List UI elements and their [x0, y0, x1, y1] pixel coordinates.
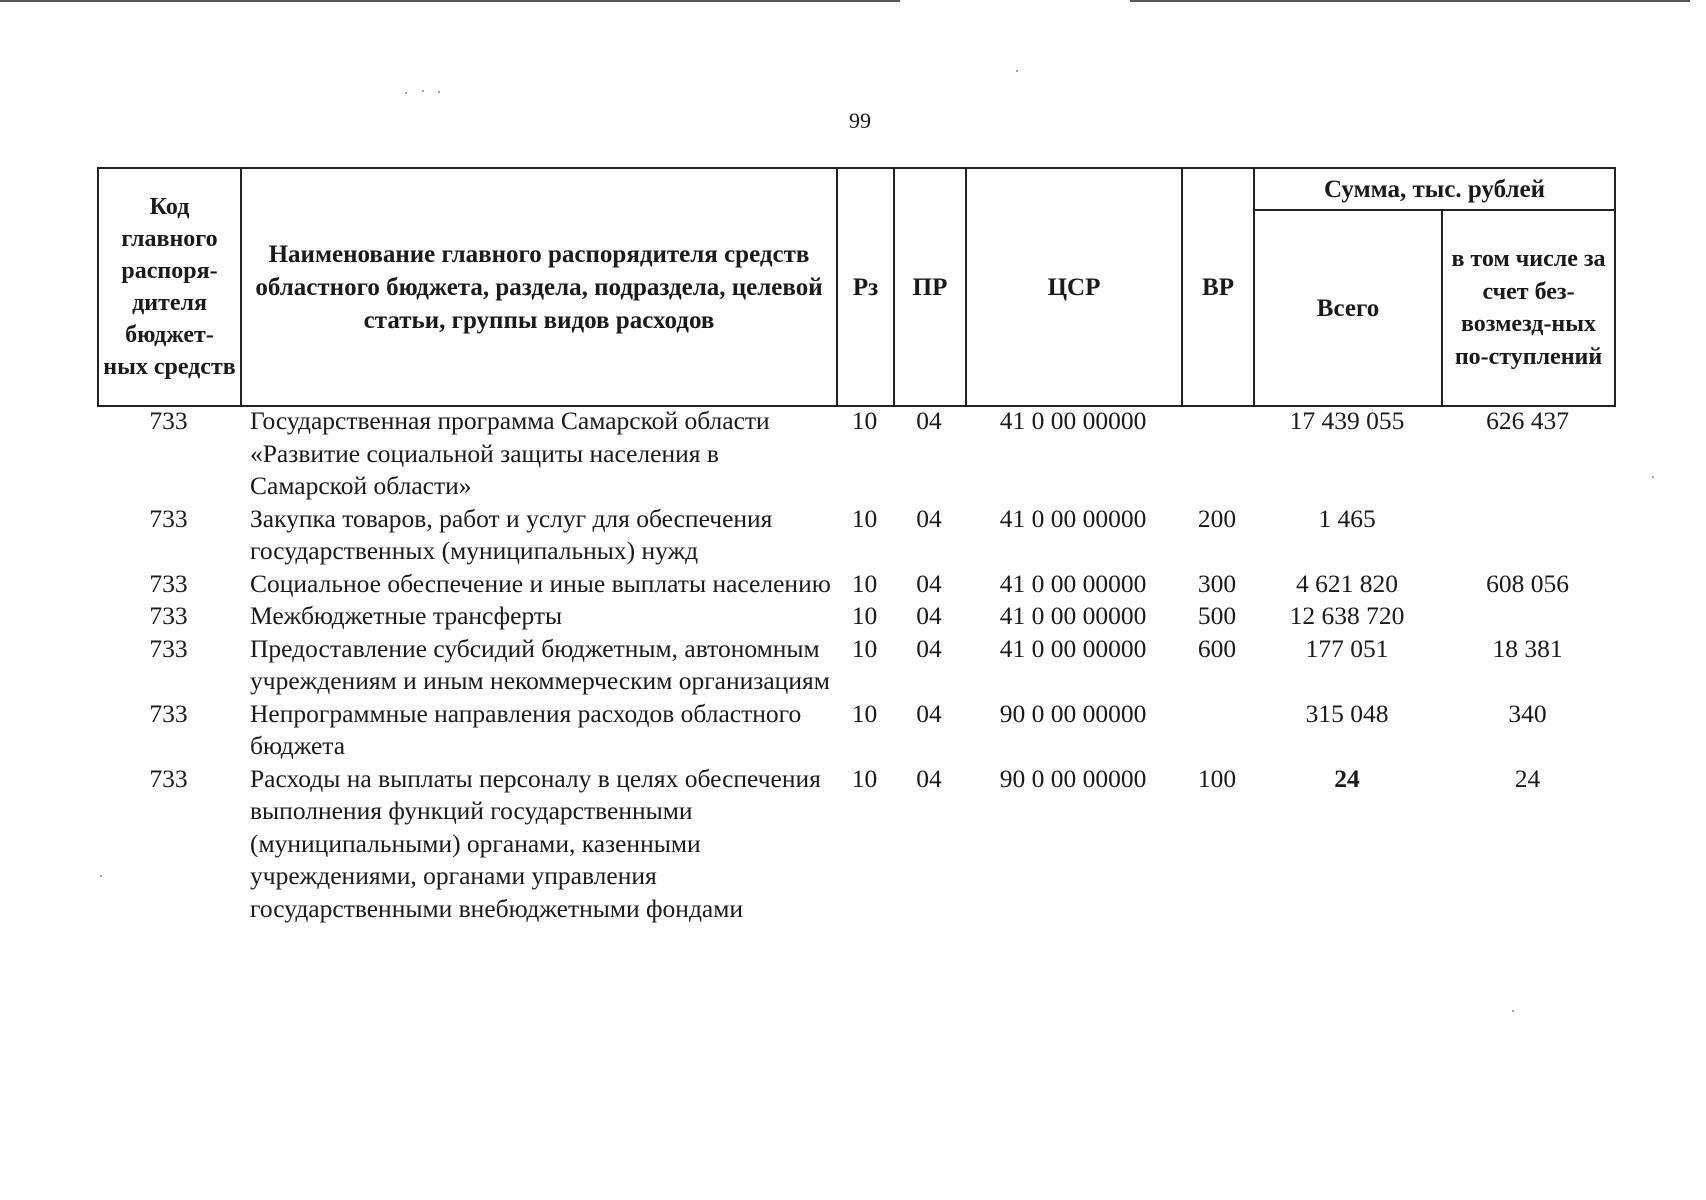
cell-name: Закупка товаров, работ и услуг для обеспечения государственных (муниципальных) нужд — [250, 503, 773, 565]
cell-code: 733 — [149, 503, 188, 533]
scan-speck — [438, 91, 440, 93]
cell-rz: 10 — [851, 698, 878, 728]
cell-free: 340 — [1508, 698, 1547, 728]
cell-pr: 04 — [916, 763, 942, 793]
header-vr: ВР — [1182, 168, 1254, 406]
cell-pr: 04 — [916, 503, 942, 533]
scan-edge-line — [1130, 0, 1690, 2]
cell-name: Непрограммные направления расходов областного бюджета — [250, 698, 802, 760]
scan-edge-line — [0, 0, 900, 2]
cell-code: 733 — [149, 406, 188, 435]
cell-name: Государственная программа Самарской области «Развитие социальной защиты населения в Самарской области» — [250, 406, 770, 500]
header-sum-group: Сумма, тыс. рублей — [1254, 168, 1615, 210]
cell-rz: 10 — [851, 406, 878, 435]
cell-total: 315 048 — [1305, 698, 1389, 728]
cell-free — [1441, 600, 1614, 633]
cell-total: 4 621 820 — [1296, 568, 1398, 598]
cell-rz: 10 — [851, 503, 878, 533]
cell-code: 733 — [149, 633, 188, 663]
scan-speck — [1016, 70, 1018, 72]
table-row — [97, 503, 1614, 568]
cell-vr — [1181, 698, 1253, 763]
cell-name: Предоставление субсидий бюджетным, автономным учреждениям и иным некоммерческим организациям — [250, 633, 830, 695]
cell-vr: 300 — [1197, 568, 1237, 598]
cell-free: 24 — [1514, 763, 1541, 793]
cell-rz: 10 — [851, 601, 878, 630]
table-row — [97, 633, 1614, 698]
data-table — [97, 405, 1614, 925]
cell-total: 24 — [1334, 763, 1360, 793]
cell-code: 733 — [149, 568, 188, 598]
cell-vr: 100 — [1197, 763, 1237, 793]
header-code: Код главного распоря-дителя бюджет-ных средств — [98, 168, 241, 406]
cell-vr — [1181, 405, 1253, 503]
cell-total: 17 439 055 — [1289, 406, 1405, 435]
cell-csr: 90 0 00 00000 — [999, 698, 1147, 728]
cell-free: 626 437 — [1486, 406, 1569, 435]
cell-pr: 04 — [916, 568, 942, 598]
scan-speck — [1512, 1010, 1514, 1012]
cell-total: 12 638 720 — [1289, 601, 1405, 630]
cell-vr: 200 — [1197, 503, 1237, 533]
table-row — [97, 763, 1614, 926]
cell-code: 733 — [149, 698, 188, 728]
cell-rz: 10 — [851, 763, 878, 793]
table-row — [97, 698, 1614, 763]
cell-free — [1441, 503, 1614, 568]
header-csr: ЦСР — [966, 168, 1182, 406]
cell-pr: 04 — [916, 406, 942, 435]
cell-csr: 41 0 00 00000 — [999, 633, 1147, 663]
scan-speck — [1652, 476, 1654, 478]
cell-total: 1 465 — [1318, 503, 1376, 533]
cell-csr: 41 0 00 00000 — [999, 503, 1147, 533]
cell-vr: 500 — [1197, 601, 1237, 630]
cell-name: Межбюджетные трансферты — [250, 601, 563, 630]
cell-rz: 10 — [851, 568, 878, 598]
header-total: Всего — [1254, 210, 1442, 406]
cell-free: 608 056 — [1486, 568, 1569, 598]
cell-code: 733 — [149, 763, 188, 793]
cell-pr: 04 — [916, 601, 942, 630]
cell-code: 733 — [149, 601, 188, 630]
cell-csr: 41 0 00 00000 — [999, 406, 1147, 435]
table-row — [97, 405, 1614, 503]
scan-speck — [422, 90, 424, 92]
cell-rz: 10 — [851, 633, 878, 663]
table-row — [97, 568, 1614, 601]
table-header — [97, 167, 1616, 407]
cell-csr: 41 0 00 00000 — [999, 568, 1147, 598]
header-free: в том числе за счет без-возмезд-ных по-ступлений — [1442, 210, 1615, 406]
header-rz: Рз — [837, 168, 894, 406]
scan-speck — [405, 92, 407, 94]
cell-name: Социальное обеспечение и иные выплаты населению — [250, 568, 831, 598]
cell-vr: 600 — [1197, 633, 1237, 663]
cell-pr: 04 — [916, 698, 942, 728]
cell-csr: 41 0 00 00000 — [999, 601, 1147, 630]
cell-csr: 90 0 00 00000 — [999, 763, 1147, 793]
cell-name: Расходы на выплаты персоналу в целях обеспечения выполнения функций государственными (муниципальными) органами, казенными учреждениями, органами управления государственными внебюджетными фондами — [250, 763, 821, 923]
table-row — [97, 600, 1614, 633]
header-pr: ПР — [894, 168, 966, 406]
cell-total: 177 051 — [1305, 633, 1389, 663]
cell-free: 18 381 — [1492, 633, 1563, 663]
header-name: Наименование главного распорядителя средств областного бюджета, раздела, подраздела, целевой статьи, группы видов расходов — [241, 168, 837, 406]
cell-pr: 04 — [916, 633, 942, 663]
page-number: 99 — [849, 108, 871, 133]
